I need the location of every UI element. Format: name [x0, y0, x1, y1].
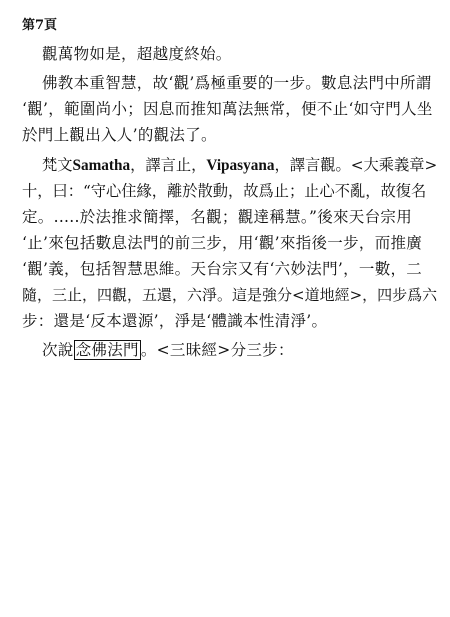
paragraph-2-line-1: 佛教本重智慧，故‘觀’爲極重要的一步。數息法門中所謂 [42, 74, 432, 92]
paragraph-3-line-1-pre: 梵文 [42, 156, 73, 174]
sanskrit-term-samatha: Samatha [72, 157, 131, 174]
paragraph-2-line-2: ‘觀’，範圍尚小；因息而推知萬法無常，便不止‘如守門人坐 [22, 100, 433, 118]
paragraph-3-line-1 [42, 155, 437, 176]
paragraph-3-line-5: ‘觀’義，包括智慧思維。天台宗又有‘六妙法門’，一數，二 [22, 260, 423, 278]
paragraph-3-line-2: 十，曰：“守心住緣，離於散動，故爲止；止心不亂，故復名 [22, 182, 427, 200]
paragraph-3-line-7: 步：還是‘反本還源’，淨是‘體識本性清淨’。 [22, 312, 328, 330]
paragraph-2-line-3: 於門上觀出入人’的觀法了。 [22, 126, 217, 144]
paragraph-4-line-1-post: 。<三昧經>分三步： [140, 341, 294, 359]
paragraph-4-line-1-pre: 次說 [42, 341, 74, 359]
paragraph-3-line-1-mid: ，譯言止， [130, 156, 207, 174]
paragraph-1-line-1: 觀萬物如是，超越度終始。 [42, 45, 232, 63]
paragraph-3-line-4: ‘止’來包括數息法門的前三步，用‘觀’來指後一步，而推廣 [22, 234, 423, 252]
boxed-term: 念佛法門 [75, 341, 139, 359]
paragraph-3-line-1-post: ，譯言觀。<大乘義章> [274, 156, 438, 174]
paragraph-4-line-1 [42, 340, 294, 360]
page-number-header: 第7頁 [22, 18, 58, 33]
paragraph-3-line-3: 定。.....於法推求簡擇，名觀；觀達稱慧。”後來天台宗用 [22, 208, 413, 226]
paragraph-3-line-6: 隨，三止，四觀，五還，六淨。這是強分<道地經>，四步爲六 [22, 286, 438, 304]
sanskrit-term-vipasyana: Vipasyana [206, 157, 275, 174]
